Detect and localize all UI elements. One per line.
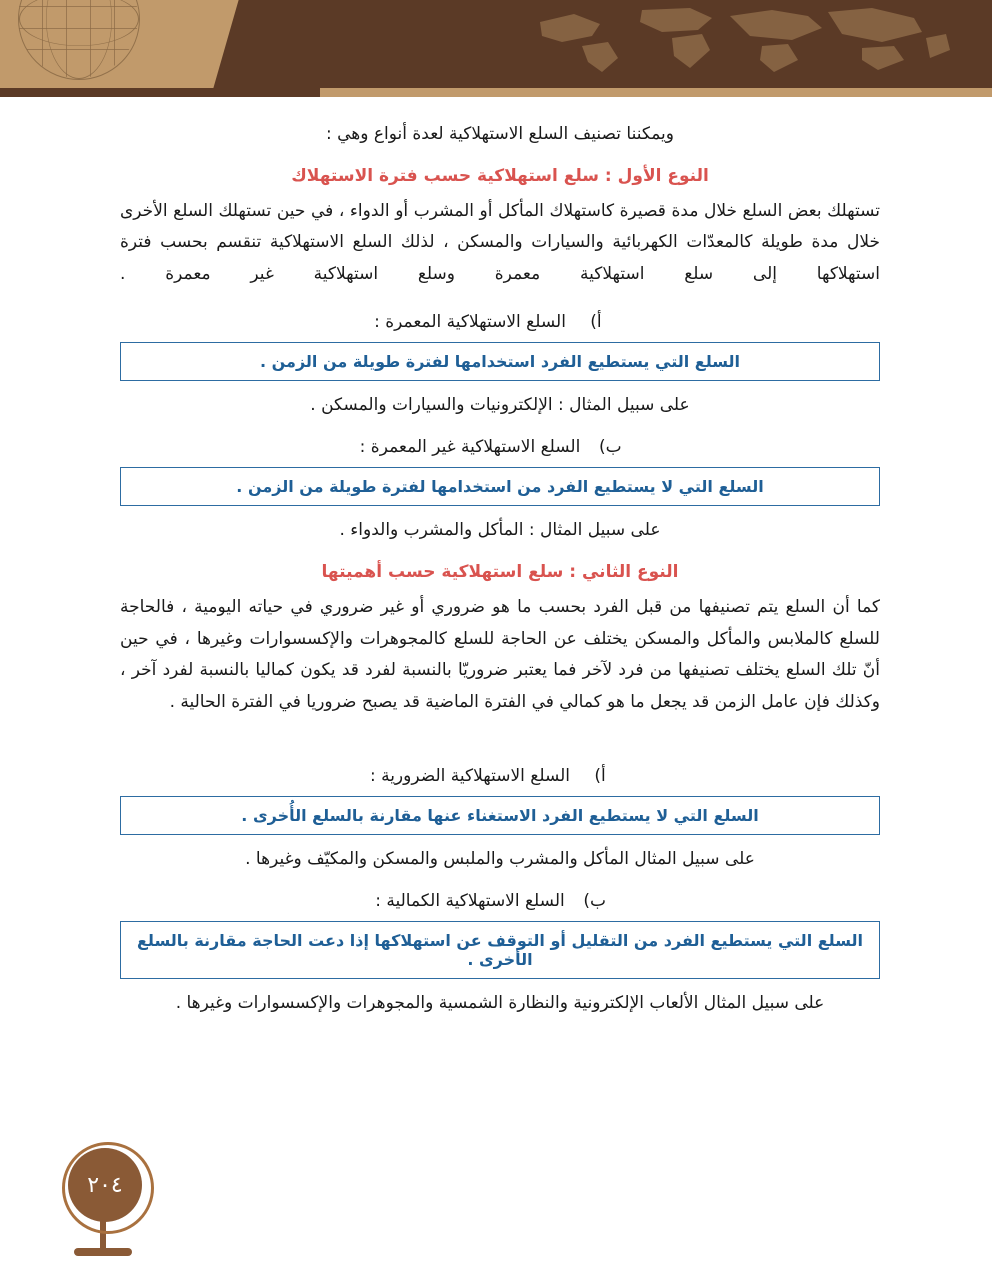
section-1-item-a-label: [120, 312, 880, 332]
item-marker: ب): [583, 891, 607, 912]
header-band: [0, 0, 992, 88]
header-underline-dark: [0, 88, 320, 97]
spacer: [120, 718, 880, 744]
page-content: [120, 110, 880, 1013]
item-marker: ب): [599, 437, 622, 458]
section-2-item-a-label: [120, 766, 880, 786]
item-marker: أ): [590, 312, 602, 333]
definition-box-1b: السلع التي لا يستطيع الفرد من استخدامها لفترة طويلة من الزمن .: [120, 467, 880, 506]
item-label-text: السلع الاستهلاكية الضرورية :: [369, 766, 571, 787]
definition-box-2a: السلع التي لا يستطيع الفرد الاستغناء عنها مقارنة بالسلع الأُخرى .: [120, 796, 880, 835]
item-label-text: السلع الاستهلاكية الكمالية :: [375, 891, 565, 912]
globe-base: [74, 1248, 132, 1256]
item-label-text: السلع الاستهلاكية غير المعمرة :: [359, 437, 581, 458]
definition-box-1a: السلع التي يستطيع الفرد استخدامها لفترة طويلة من الزمن .: [120, 342, 880, 381]
section-heading-1: النوع الأول : سلع استهلاكية حسب فترة الاستهلاك: [291, 166, 709, 186]
world-map-icon: [522, 2, 952, 76]
section-1-item-b-label: [120, 437, 880, 457]
example-2a: على سبيل المثال المأكل والمشرب والملبس والمسكن والمكيّف وغيرها .: [245, 849, 755, 870]
page-number-badge: [60, 1136, 170, 1266]
section-2-paragraph: كما أن السلع يتم تصنيفها من قبل الفرد بحسب ما هو ضروري أو غير ضروري في حياته اليومية ، فالحاجة للسلع كالملابس والمأكل والمسكن يختلف عن الحاجة للسلع كالمجوهرات والإكسسوارات وغيرها ، في حين أنّ تلك السلع يختلف تصنيفها من فرد لآخر فما يعتبر ضروريّا بالنسبة لفرد قد يكون كماليا بالنسبة لفرد آخر ، وكذلك فإن عامل الزمن قد يجعل ما هو كمالي في الفترة الماضية قد يصبح ضروريا في الفترة الحالية .: [120, 597, 880, 712]
page-number: ٢٠٤: [68, 1148, 142, 1222]
item-marker: أ): [594, 766, 606, 787]
definition-box-2b: السلع التي يستطيع الفرد من التقليل أو التوقف عن استهلاكها إذا دعت الحاجة مقارنة بالسلع الأخرى .: [120, 921, 880, 979]
example-1a: على سبيل المثال : الإلكترونيات والسيارات والمسكن .: [310, 395, 690, 416]
section-heading-2: النوع الثاني : سلع استهلاكية حسب أهميتها: [321, 562, 679, 583]
item-label-text: السلع الاستهلاكية المعمرة :: [374, 312, 566, 333]
intro-line: ويمكننا تصنيف السلع الاستهلاكية لعدة أنواع وهي :: [326, 124, 674, 144]
example-1b: على سبيل المثال : المأكل والمشرب والدواء .: [339, 520, 661, 541]
example-2b: على سبيل المثال الألعاب الإلكترونية والنظارة الشمسية والمجوهرات والإكسسوارات وغيرها .: [175, 993, 825, 1014]
section-2-item-b-label: [120, 891, 880, 911]
section-1-paragraph: تستهلك بعض السلع خلال مدة قصيرة كاستهلاك المأكل أو المشرب أو الدواء ، في حين تستهلك السلع الأخرى خلال مدة طويلة كالمعدّات الكهربائية والسيارات والمسكن ، لذلك السلع الاستهلاكية تنقسم بحسب فترة استهلاكها إلى سلع استهلاكية معمرة وسلع استهلاكية غير معمرة .: [120, 201, 880, 284]
